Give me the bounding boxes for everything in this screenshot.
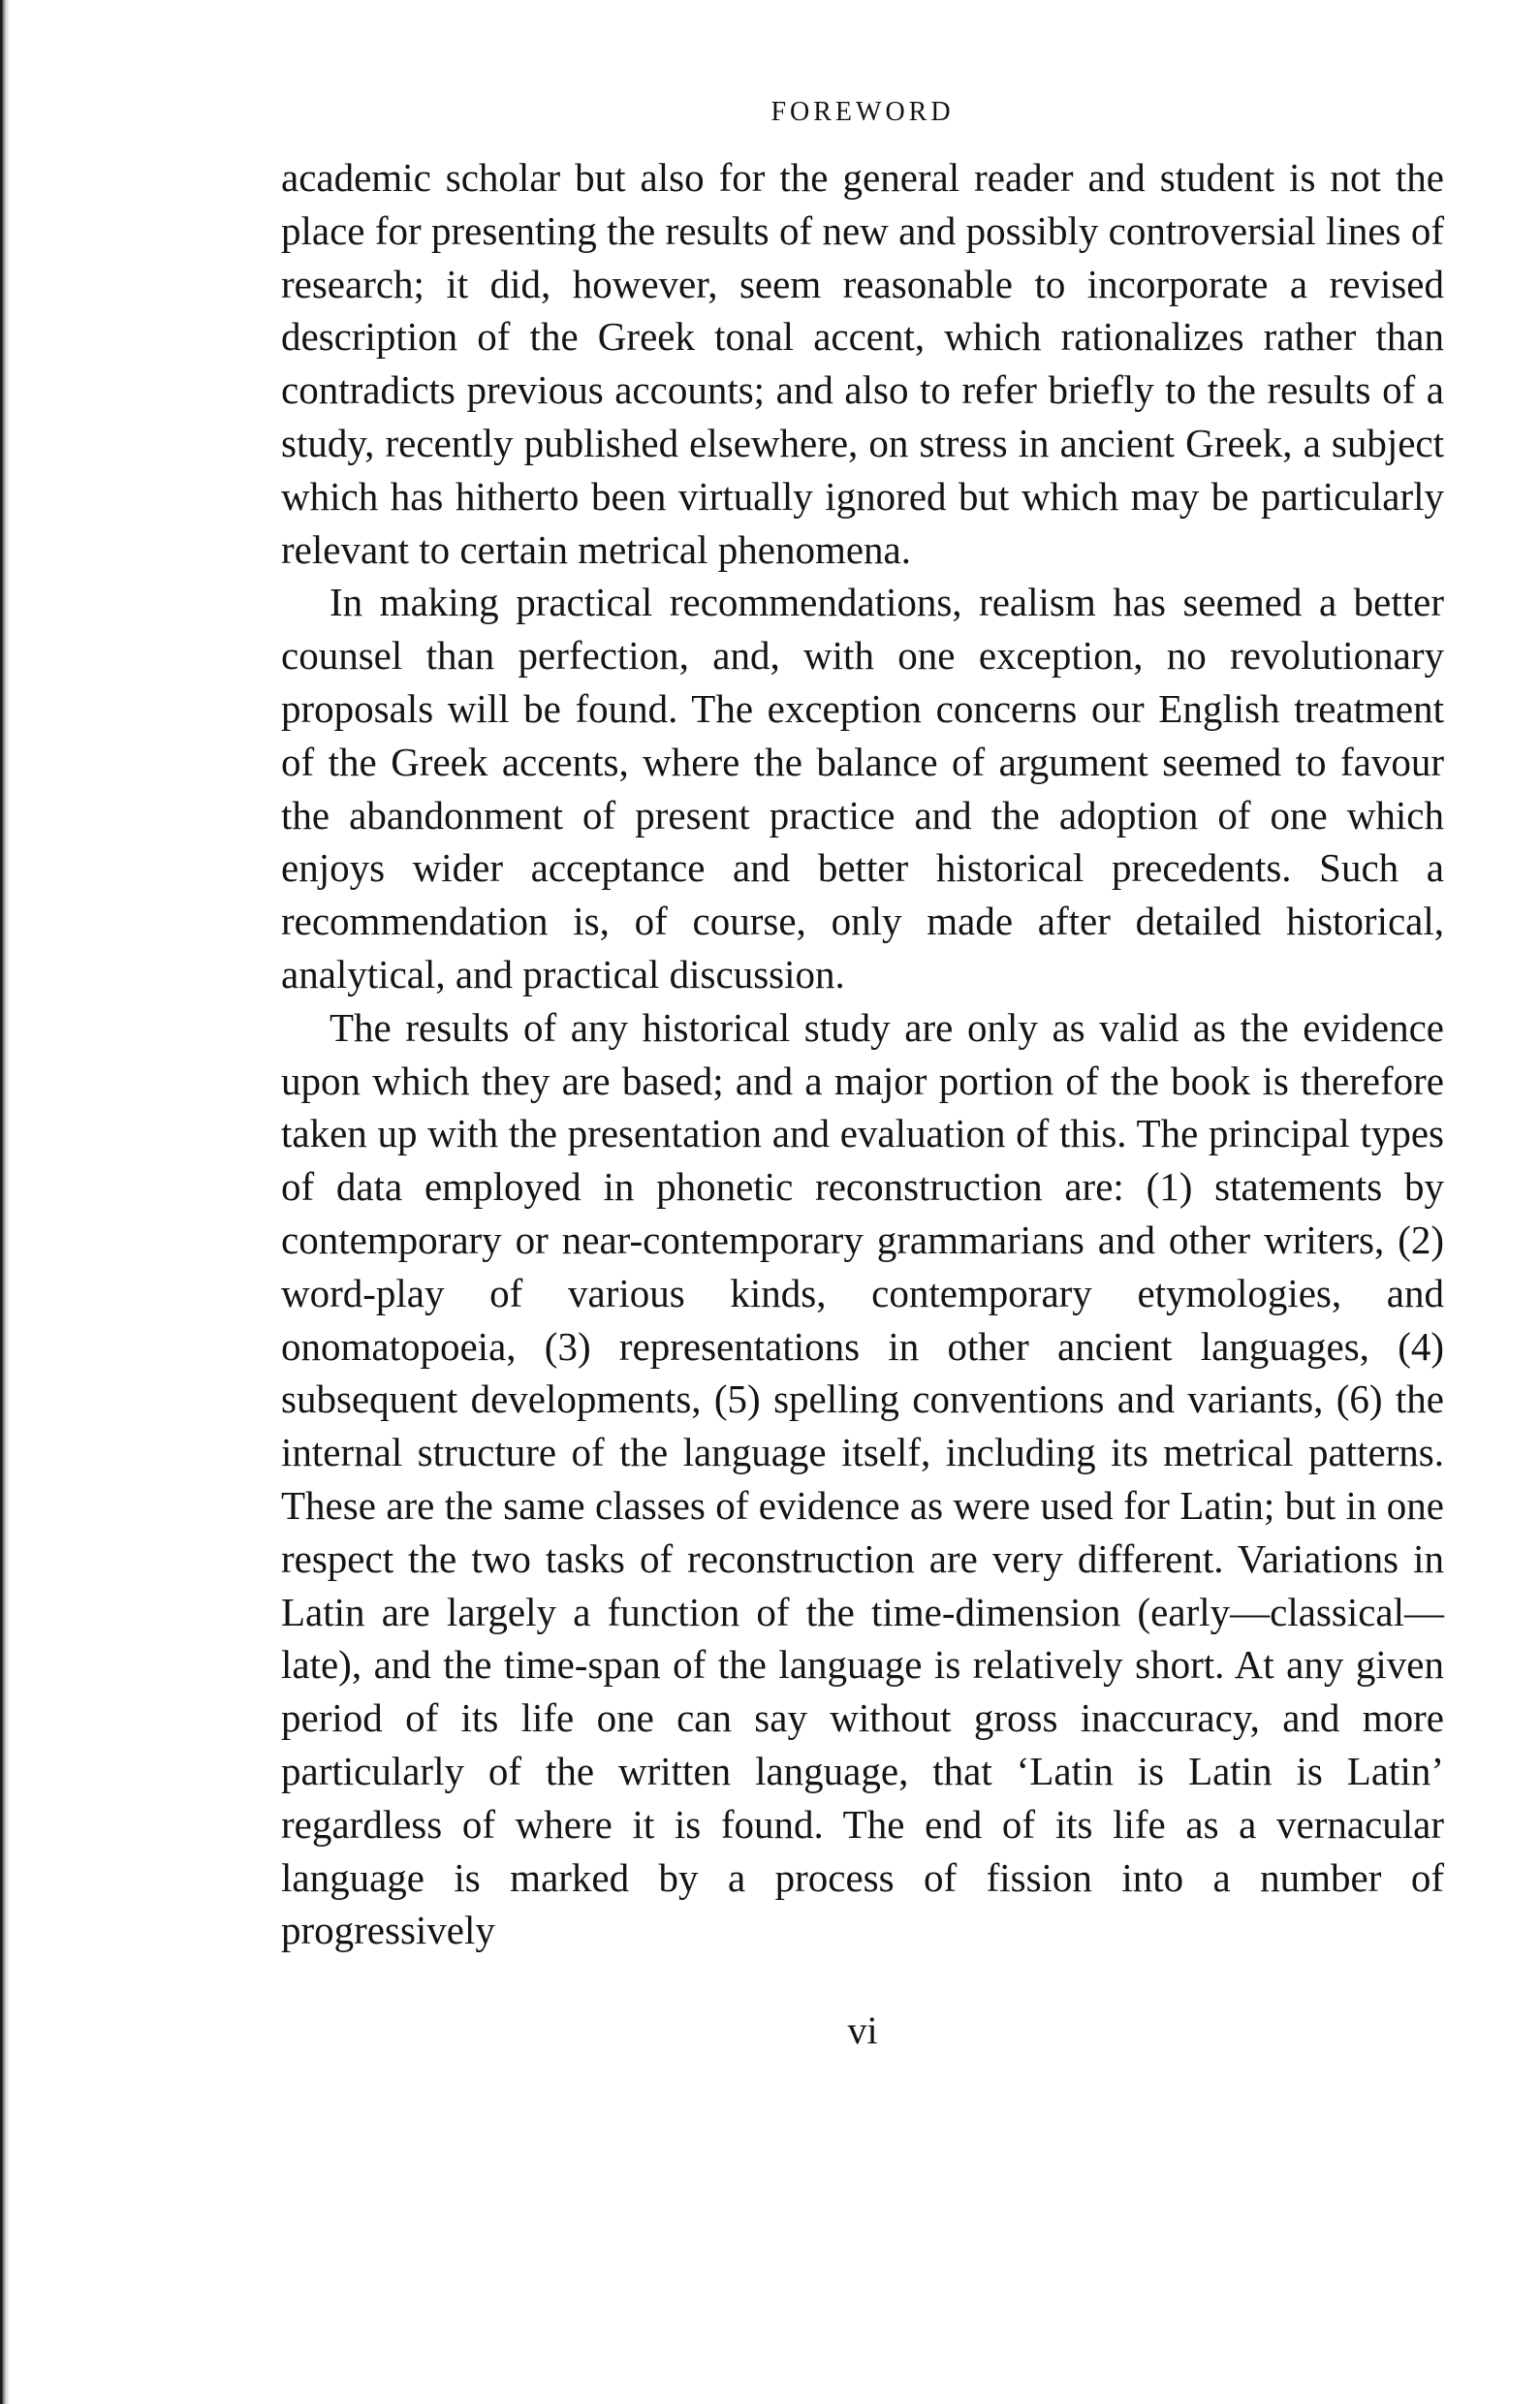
paragraph-practical-recommendations: In making practical recommendations, realism has seemed a better counsel than perfection, and, with one exception, no revolutionary proposals will be found. The exception concerns our English treatment of the Greek accents, where the balance of argument seemed to favour the abandonment of present practice and the adoption of one which enjoys wider acceptance and better historical precedents. Such a recommendation is, of course, only made after detailed historical, analytical, and practical discussion.	[281, 580, 1444, 996]
body-text	[281, 151, 1444, 1957]
page-spine-shadow	[0, 0, 10, 2404]
paragraph-evidence: The results of any historical study are only as valid as the evidence upon which they are based; and a major portion of the book is therefore taken up with the presentation and evaluation of this. The principal types of data employed in phonetic reconstruction are: (1) statements by contemporary or near-contemporary grammarians and other writers, (2) word-play of various kinds, contemporary etymologies, and onomatopoeia, (3) representations in other ancient languages, (4) subsequent developments, (5) spelling conventions and variants, (6) the internal structure of the language itself, including its metrical patterns. These are the same classes of evidence as were used for Latin; but in one respect the two tasks of reconstruction are very different. Variations in Latin are largely a function of the time-dimension (early—classical—late), and the time-span of the language is relatively short. At any given period of its life one can say without gross inaccuracy, and more particularly of the written language, that ‘Latin is Latin is Latin’ regardless of where it is found. The end of its life as a vernacular language is marked by a process of fission into a number of progressively	[281, 1004, 1444, 1953]
page-number: vi	[847, 2009, 878, 2052]
running-head: FOREWORD	[770, 97, 955, 127]
paragraph-continued: academic scholar but also for the general reader and student is not the place for presenting the results of new and possibly controversial lines of research; it did, however, seem reasonable to incorporate a revised description of the Greek tonal accent, which rationalizes rather than contradicts previous accounts; and also to refer briefly to the results of a study, recently published elsewhere, on stress in ancient Greek, a subject which has hitherto been virtually ignored but which may be particularly relevant to certain metrical phenomena.	[281, 155, 1444, 572]
